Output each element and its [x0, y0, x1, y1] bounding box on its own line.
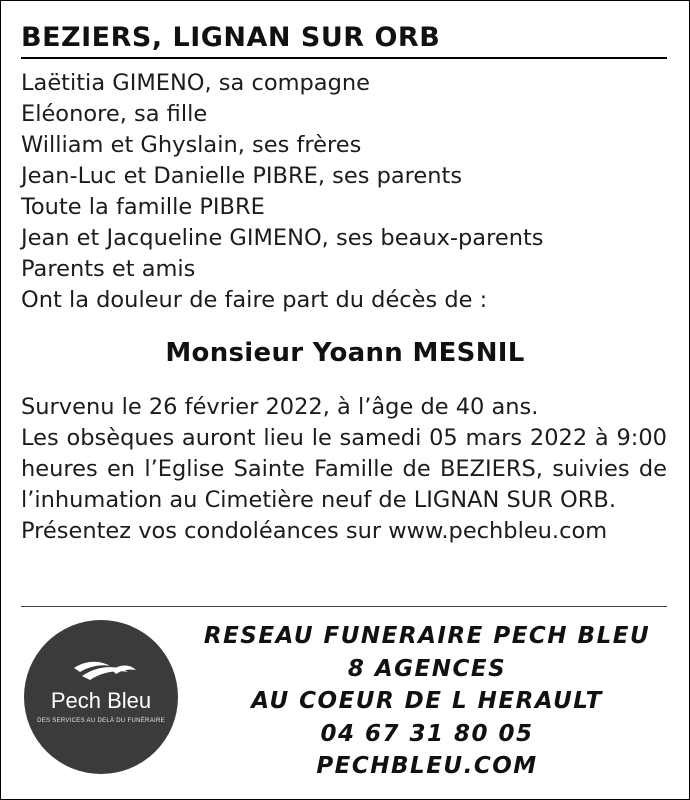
deceased-name: Monsieur Yoann MESNIL — [165, 338, 525, 368]
death-date-text: Survenu le 26 février 2022, à l’âge de 40 ans. — [21, 394, 539, 420]
family-line: Jean-Luc et Danielle PIBRE, ses parents — [21, 163, 463, 189]
notice-header — [21, 22, 667, 59]
funeral-details — [21, 392, 667, 547]
agency-phone: 04 67 31 80 05 — [320, 720, 534, 747]
agency-website: PECHBLEU.COM — [316, 753, 538, 779]
family-line: Toute la famille PIBRE — [21, 194, 265, 220]
pech-bleu-logo — [24, 620, 178, 774]
agency-count: 8 AGENCES — [347, 655, 507, 682]
ceremony-text: Les obsèques auront lieu le samedi 05 mars 2022 à 9:00 heures en l’Eglise Sainte Famille de BEZIERS, suivies de l’inhumation au Cimetière neuf de LIGNAN SUR ORB. — [21, 425, 667, 513]
location-title: BEZIERS, LIGNAN SUR ORB — [21, 22, 441, 53]
logo-wordmark: Pech Bleu — [50, 688, 152, 713]
condolences-text: Présentez vos condoléances sur www.pechbleu.com — [21, 518, 608, 544]
family-line: Laëtitia GIMENO, sa compagne — [21, 70, 370, 96]
family-line: Jean et Jacqueline GIMENO, ses beaux-parents — [21, 225, 544, 251]
section-divider — [21, 606, 667, 607]
family-line: William et Ghyslain, ses frères — [21, 132, 362, 158]
family-line: Parents et amis — [21, 256, 196, 282]
announcement-line: Ont la douleur de faire part du décès de : — [21, 287, 488, 313]
agency-region: AU COEUR DE L HERAULT — [251, 688, 603, 714]
family-list — [21, 68, 667, 316]
agency-network: RESEAU FUNERAIRE PECH BLEU — [203, 623, 651, 649]
family-line: Eléonore, sa fille — [21, 101, 208, 127]
logo-tagline: DES SERVICES AU DELÀ DU FUNÉRAIRE — [37, 718, 165, 724]
agency-block — [188, 620, 666, 783]
